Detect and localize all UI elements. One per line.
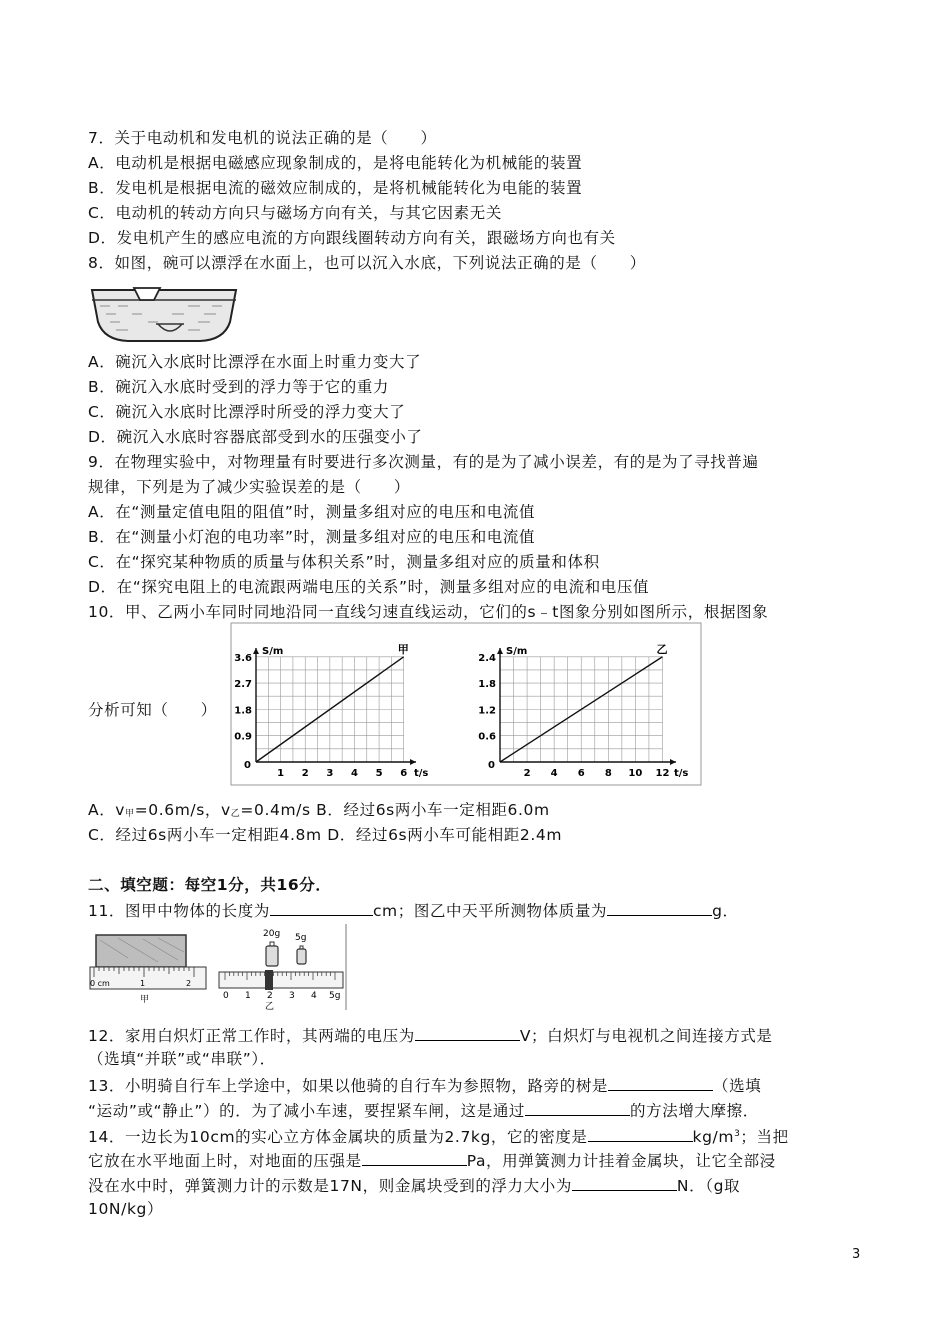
scale-yi-label-1: 1 (245, 991, 251, 1001)
q7-option-d: D．发电机产生的感应电流的方向跟线圈转动方向有关，跟磁场方向也有关 (88, 229, 616, 247)
weight-20g-icon (266, 946, 278, 966)
q9-stem-line1: 9．在物理实验中，对物理量有时要进行多次测量，有的是为了减小误差，有的是为了寻找普遍 (88, 453, 759, 471)
q14-line4: 10N/kg） (88, 1200, 164, 1218)
q8-option-d: D．碗沉入水底时容器底部受到水的压强变小了 (88, 428, 423, 446)
q11-blank-1[interactable] (270, 899, 373, 916)
y-axis-label: S/m (506, 646, 528, 657)
q13-text-3: “运动”或“静止”）的．为了减小车速，要捏紧车闸，这是通过 (88, 1102, 526, 1120)
section2-title: 二、填空题：每空1分，共16分． (88, 876, 332, 894)
q8-option-a: A．碗沉入水底时比漂浮在水面上时重力变大了 (88, 353, 422, 371)
x-tick-label: 10 (628, 768, 643, 779)
q10-stem-line2: 分析可知（ ） (88, 701, 217, 719)
origin-label: 0 (488, 760, 495, 771)
x-tick-label: 6 (577, 768, 585, 779)
rider-icon (265, 970, 273, 990)
q9-option-d: D．在“探究电阻上的电流跟两端电压的关系”时，测量多组对应的电流和电压值 (88, 578, 650, 596)
q12-line1 (88, 1024, 773, 1046)
q14-text-4: Pa，用弹簧测力计挂着金属块，让它全部浸 (466, 1152, 776, 1170)
page-number: 3 (852, 1247, 861, 1262)
x-tick-label: 4 (350, 768, 358, 779)
q7-option-a: A．电动机是根据电磁感应现象制成的，是将电能转化为机械能的装置 (88, 154, 583, 172)
x-tick-label: 2 (523, 768, 531, 779)
q10-options-line2 (88, 825, 562, 845)
q14-blank-2[interactable] (362, 1149, 467, 1166)
q11-text-2: cm；图乙中天平所测物体质量为 (372, 902, 608, 920)
y-tick-label: 2.4 (478, 652, 496, 664)
x-tick-label: 3 (326, 768, 334, 779)
q12-blank-1[interactable] (415, 1024, 520, 1041)
x-tick-label: 4 (550, 768, 558, 779)
q14-unit-sup: 3 (734, 1129, 741, 1139)
q7-stem: 7．关于电动机和发电机的说法正确的是（ ） (88, 129, 437, 147)
q14-blank-3[interactable] (572, 1174, 677, 1191)
q14-line3 (88, 1174, 740, 1196)
balance-weights-figure (215, 924, 347, 1010)
q9-option-b: B．在“测量小灯泡的电功率”时，测量多组对应的电压和电流值 (88, 528, 536, 546)
series-label: 乙 (656, 642, 668, 656)
q9-option-a: A．在“测量定值电阻的阻值”时，测量多组对应的电压和电流值 (88, 503, 536, 521)
y-tick-label: 3.6 (234, 652, 252, 664)
y-tick-label: 1.2 (478, 705, 496, 717)
q11-blank-2[interactable] (607, 899, 712, 916)
x-axis-label: t/s (674, 768, 689, 779)
x-tick-label: 1 (277, 768, 285, 779)
bowl-in-water-figure (88, 278, 240, 344)
q10-options-line1 (88, 800, 550, 824)
st-graphs-figure (230, 622, 702, 786)
ruler-jia-label-0: 0 cm (90, 979, 110, 988)
weight-5g-icon (297, 949, 306, 964)
q13-blank-1[interactable] (608, 1074, 713, 1091)
x-tick-label: 6 (400, 768, 408, 779)
x-tick-label: 8 (604, 768, 612, 779)
scale-yi-label-3: 3 (289, 991, 295, 1001)
q10-option-a-mid: =0.6m/s，v (134, 801, 231, 819)
series-label: 甲 (397, 642, 409, 656)
q8-stem: 8．如图，碗可以漂浮在水面上，也可以沉入水底，下列说法正确的是（ ） (88, 254, 646, 272)
q12-line2: （选填“并联”或“串联”）． (88, 1050, 276, 1068)
q13-text-2: （选填 (713, 1077, 762, 1095)
ruler-block-figure (88, 930, 210, 1006)
q10-option-d: D．经过6s两小车可能相距2.4m (327, 826, 563, 844)
scale-yi-label-4: 4 (311, 991, 317, 1001)
ruler-jia-label-2: 2 (186, 979, 192, 988)
fig-yi-caption: 乙 (265, 1002, 275, 1010)
y-tick-label: 0.6 (478, 731, 496, 743)
x-tick-label: 12 (655, 768, 670, 779)
y-tick-label: 2.7 (234, 679, 252, 691)
q11-line (88, 899, 739, 921)
origin-label: 0 (244, 760, 251, 771)
q14-text-1: 14．一边长为10cm的实心立方体金属块的质量为2.7kg，它的密度是 (88, 1128, 588, 1146)
q10-option-a-sub2: 乙 (230, 809, 241, 819)
q14-text-2: kg/m (692, 1128, 735, 1146)
y-tick-label: 0.9 (234, 731, 252, 743)
q14-text-6: N．（g取 (676, 1177, 741, 1195)
q7-option-b: B．发电机是根据电流的磁效应制成的，是将机械能转化为电能的装置 (88, 179, 583, 197)
y-axis-label: S/m (262, 646, 284, 657)
q9-option-c: C．在“探究某种物质的质量与体积关系”时，测量多组对应的质量和体积 (88, 553, 600, 571)
q8-option-b: B．碗沉入水底时受到的浮力等于它的重力 (88, 378, 390, 396)
scale-yi-label-2: 2 (267, 991, 273, 1001)
q10-stem-line1: 10．甲、乙两小车同时同地沿同一直线匀速直线运动，它们的s﹣t图象分别如图所示，根据图象 (88, 603, 769, 621)
q11-text-1: 11．图甲中物体的长度为 (88, 902, 270, 920)
q13-text-4: 的方法增大摩擦． (630, 1102, 759, 1120)
q14-line1 (88, 1124, 789, 1147)
q10-option-a-sub1: 甲 (125, 809, 135, 819)
scale-yi-label-0: 0 (223, 991, 229, 1001)
q8-option-c: C．碗沉入水底时比漂浮时所受的浮力变大了 (88, 403, 406, 421)
y-tick-label: 1.8 (234, 705, 252, 717)
q12-text-1: 12．家用白炽灯正常工作时，其两端的电压为 (88, 1027, 415, 1045)
q14-blank-1[interactable] (588, 1125, 693, 1142)
y-tick-label: 1.8 (478, 679, 496, 691)
x-axis-label: t/s (414, 768, 429, 779)
fig-jia-caption: 甲 (140, 995, 150, 1005)
weight-5g-label: 5g (295, 933, 307, 943)
q14-text-3: 它放在水平地面上时，对地面的压强是 (88, 1152, 362, 1170)
q10-option-a-prefix: A．v (88, 801, 126, 819)
q13-text-1: 13．小明骑自行车上学途中，如果以他骑的自行车为参照物，路旁的树是 (88, 1077, 609, 1095)
q9-stem-line2: 规律，下列是为了减少实验误差的是（ ） (88, 478, 411, 496)
q7-option-c: C．电动机的转动方向只与磁场方向有关，与其它因素无关 (88, 204, 502, 222)
ruler-jia-label-1: 1 (140, 979, 146, 988)
q14-text-2b: ；当把 (740, 1128, 789, 1146)
q10-option-b: B．经过6s两小车一定相距6.0m (316, 801, 550, 819)
q13-line2 (88, 1099, 759, 1121)
scale-yi-label-5: 5g (329, 991, 341, 1001)
x-tick-label: 5 (375, 768, 383, 779)
q10-option-a-end: =0.4m/s (240, 801, 311, 819)
q13-line1 (88, 1074, 761, 1096)
q14-text-5: 没在水中时，弹簧测力计的示数是17N，则金属块受到的浮力大小为 (88, 1177, 572, 1195)
q12-text-2: V；白炽灯与电视机之间连接方式是 (519, 1027, 773, 1045)
q14-line2 (88, 1149, 776, 1171)
q11-text-3: g． (712, 902, 739, 920)
q10-option-c: C．经过6s两小车一定相距4.8m (88, 826, 322, 844)
weight-20g-label: 20g (263, 929, 281, 939)
q13-blank-2[interactable] (525, 1099, 630, 1116)
x-tick-label: 2 (301, 768, 309, 779)
